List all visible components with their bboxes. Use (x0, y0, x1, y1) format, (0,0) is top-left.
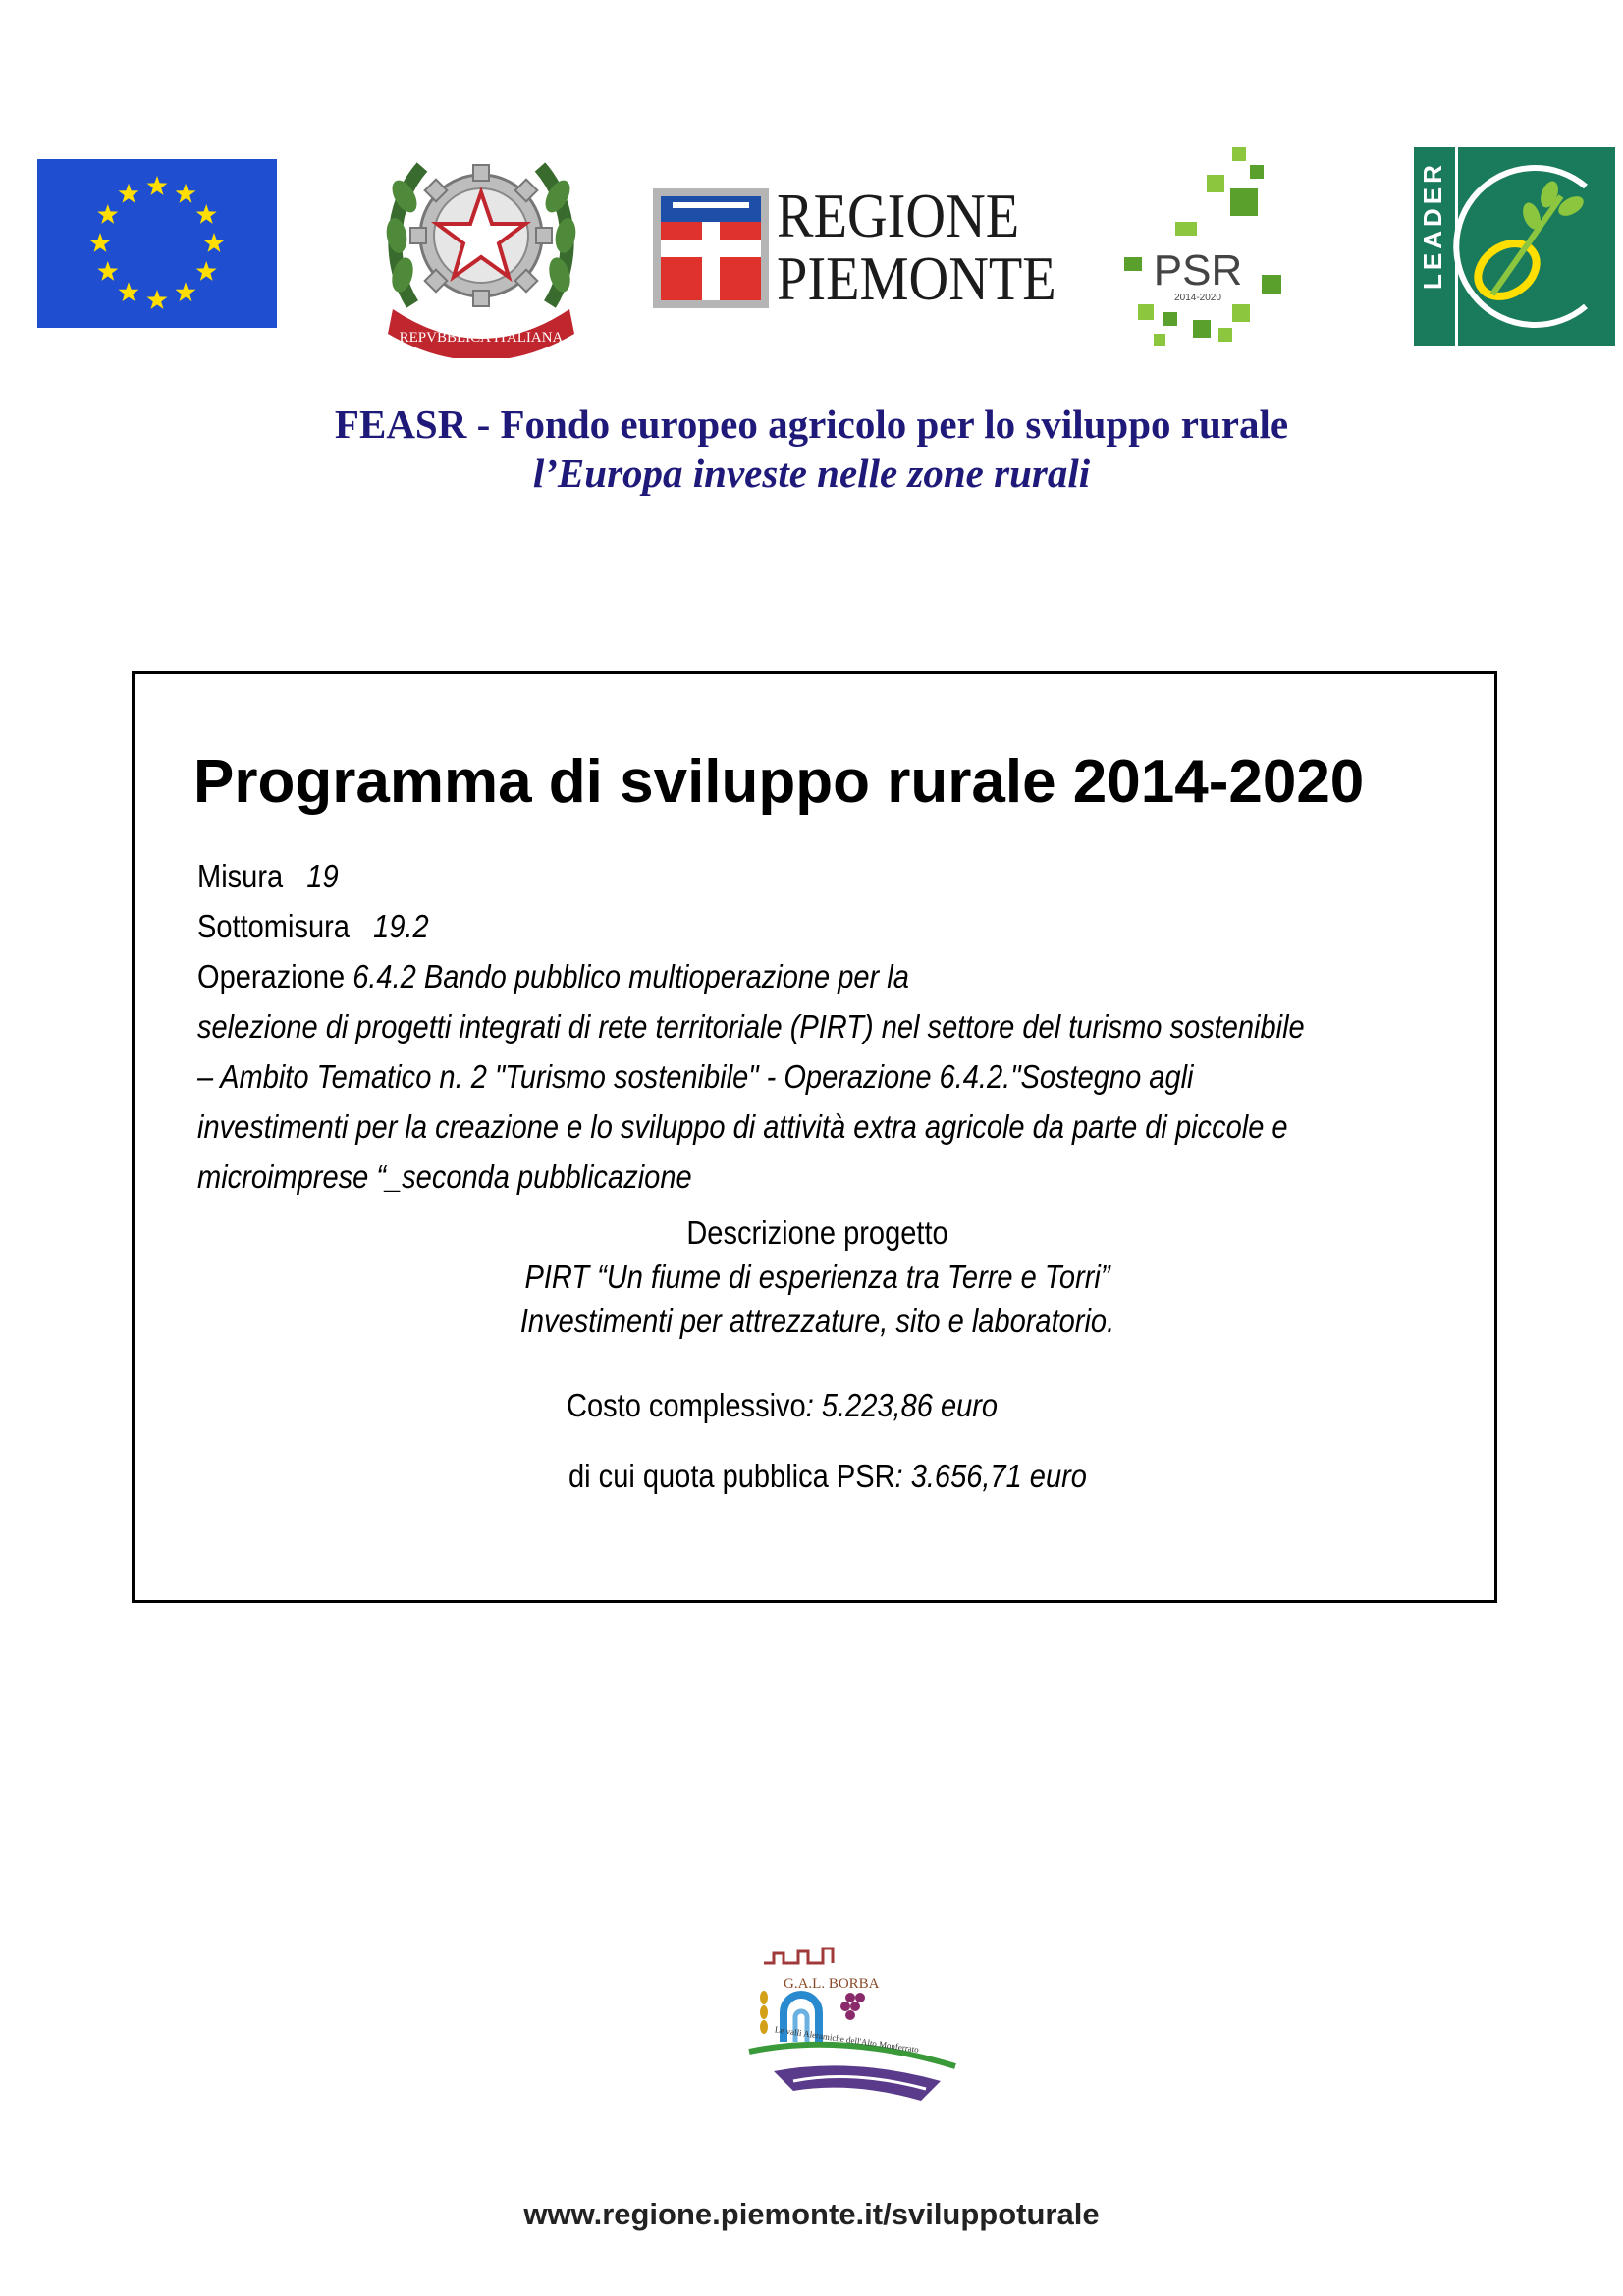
costo-row (567, 1387, 998, 1424)
leader-text: LEADER (1418, 161, 1447, 290)
repubblica-italiana-emblem (383, 137, 579, 358)
feasr-title: FEASR - Fondo europeo agricolo per lo sviluppo rurale (334, 401, 1289, 447)
costo-label: Costo complessivo (567, 1387, 806, 1423)
costo-value: : 5.223,86 euro (805, 1387, 999, 1423)
operazione-line4: investimenti per la creazione e lo sviluppo di attività extra agricole da parte di piccole e (197, 1108, 1288, 1145)
descrizione-line1: PIRT “Un fiume di esperienza tra Terre e Torri” (524, 1258, 1110, 1295)
misura-value: 19 (306, 858, 339, 894)
sottomisura-row (197, 901, 429, 951)
psr-text: PSR (1153, 246, 1243, 294)
misura-row (197, 851, 339, 901)
descrizione-label: Descrizione progetto (686, 1214, 948, 1251)
eu-flag-logo (37, 159, 277, 328)
operazione-line1: 6.4.2 Bando pubblico multioperazione per la (352, 958, 909, 994)
regione-line2: PIEMONTE (777, 243, 1056, 313)
footer-url[interactable]: www.regione.piemonte.it/sviluppoturale (523, 2197, 1100, 2231)
operazione-line2: selezione di progetti integrati di rete territoriale (PIRT) nel settore del turismo sostenibile (197, 1008, 1305, 1044)
descrizione-block (135, 1210, 1500, 1343)
sottomisura-label: Sottomisura (197, 908, 350, 944)
measure-details (197, 851, 1454, 1201)
gal-subtext: Le valli Aleramiche dell'Alto Monferrato (774, 2024, 920, 2055)
psr-logo (1124, 147, 1291, 348)
operazione-label: Operazione (197, 958, 346, 994)
descrizione-line2: Investimenti per attrezzature, sito e laboratorio. (519, 1303, 1115, 1339)
operazione-line5: microimprese “_seconda pubblicazione (197, 1158, 692, 1195)
quota-label: di cui quota pubblica PSR (568, 1458, 895, 1494)
program-info-box (132, 671, 1497, 1603)
leader-logo (1414, 147, 1615, 346)
emblem-ribbon-text: REPVBBLICA ITALIANA (399, 330, 564, 346)
program-title: Programma di sviluppo rurale 2014-2020 (193, 748, 1365, 816)
operazione-row (197, 951, 909, 1001)
operazione-line3: – Ambito Tematico n. 2 "Turismo sostenibile" - Operazione 6.4.2."Sostegno agli (197, 1058, 1194, 1095)
psr-years: 2014-2020 (1174, 293, 1221, 303)
regione-piemonte-logo (653, 181, 1065, 313)
quota-value: : 3.656,71 euro (894, 1458, 1087, 1494)
quota-row (568, 1458, 1087, 1495)
gal-text: G.A.L. BORBA (784, 1976, 880, 1992)
piemonte-shield-icon (653, 188, 769, 308)
misura-label: Misura (197, 858, 284, 894)
regione-line1: REGIONE (777, 181, 1020, 250)
feasr-subtitle: l’Europa investe nelle zone rurali (532, 451, 1091, 496)
sottomisura-value: 19.2 (373, 908, 429, 944)
gal-borba-logo (744, 1944, 960, 2110)
